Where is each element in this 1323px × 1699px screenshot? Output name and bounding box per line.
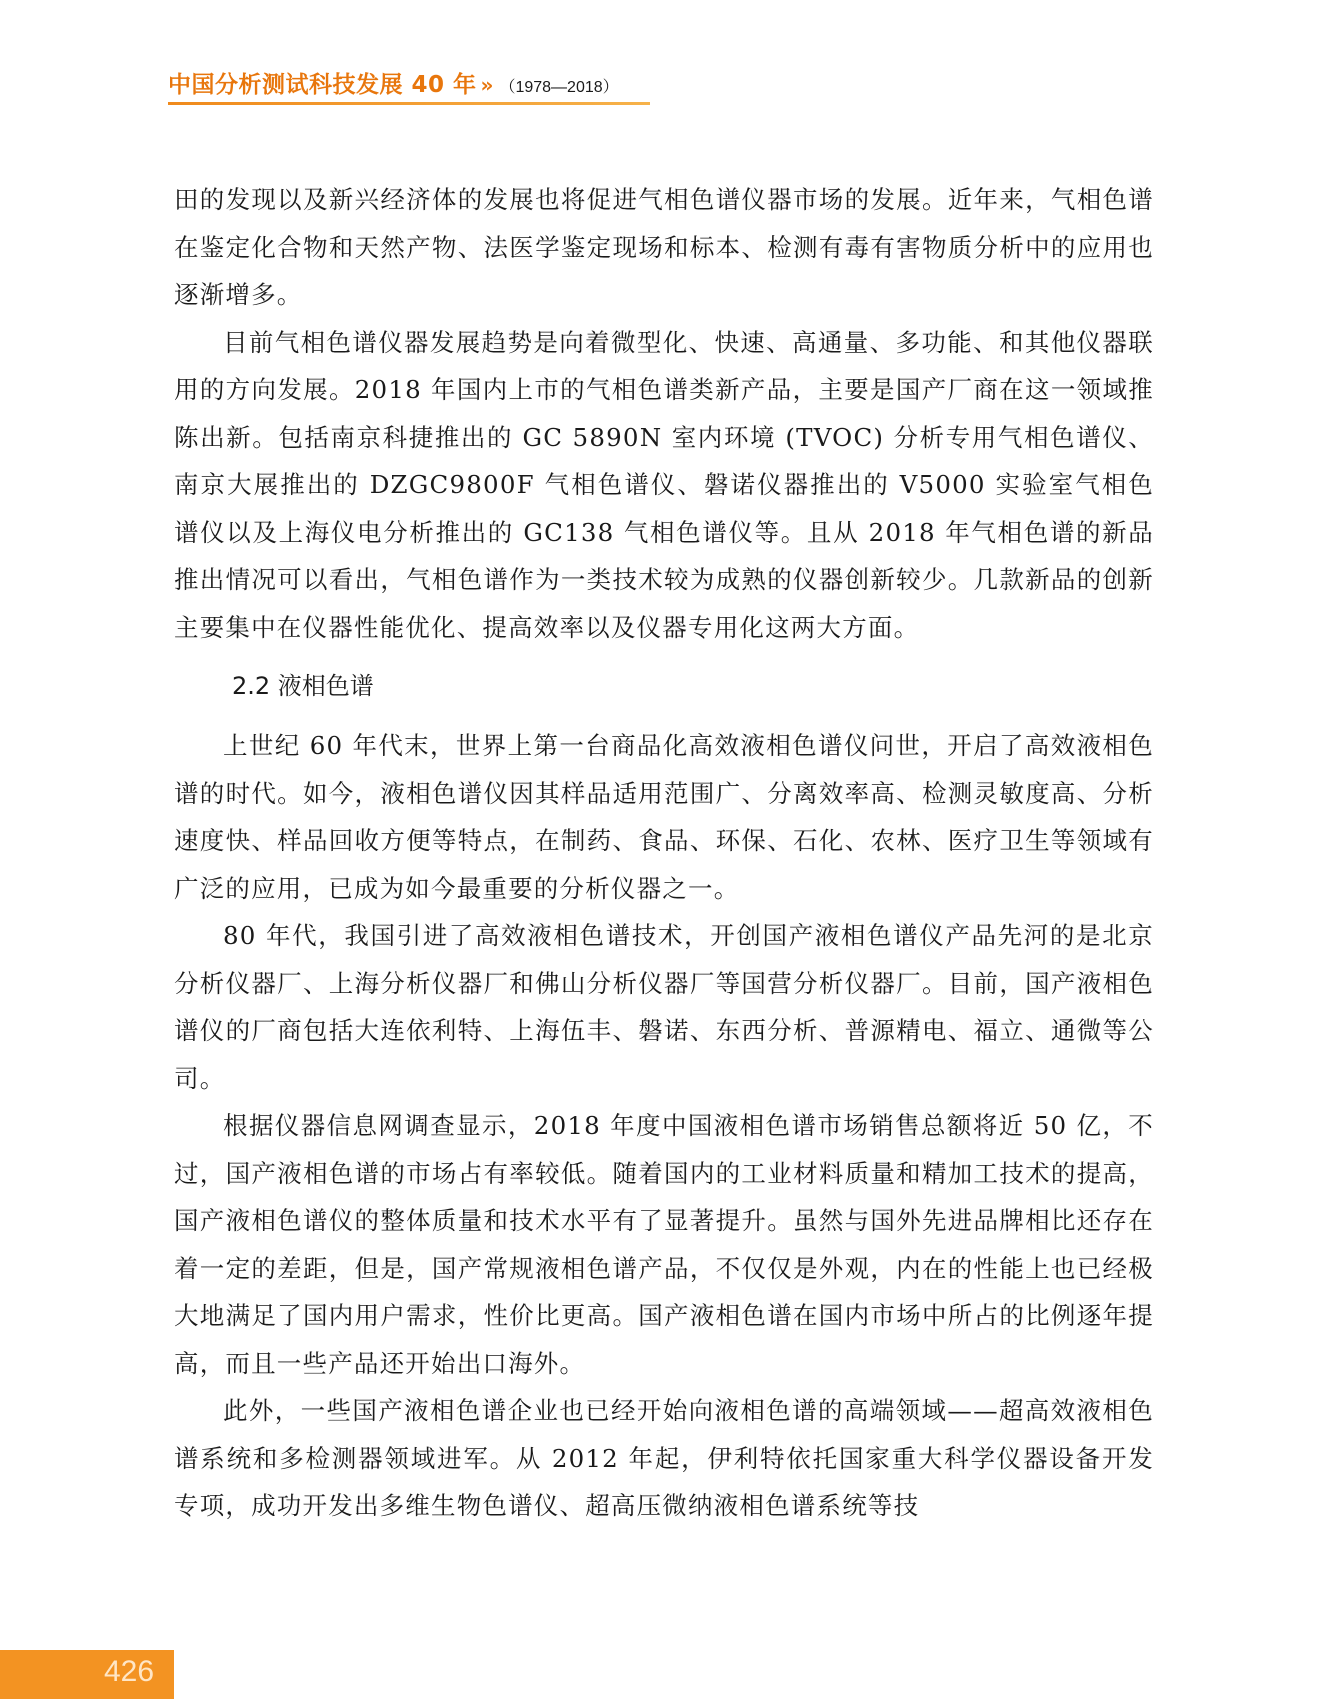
running-header — [168, 66, 619, 106]
double-chevron-icon: » — [480, 73, 494, 97]
paragraph: 80 年代，我国引进了高效液相色谱技术，开创国产液相色谱仪产品先河的是北京分析仪器厂、上海分析仪器厂和佛山分析仪器厂等国营分析仪器厂。目前，国产液相色谱仪的厂商包括大连依利特、上海伍丰、磐诺、东西分析、普源精电、福立、通微等公司。 — [174, 921, 1154, 1093]
page-number: 426 — [104, 1655, 155, 1688]
header-divider — [168, 102, 650, 105]
paragraph: 此外，一些国产液相色谱企业也已经开始向液相色谱的高端领域——超高效液相色谱系统和多检测器领域进军。从 2012 年起，伊利特依托国家重大科学仪器设备开发专项，成功开发出多维生物色谱仪、超高压微纳液相色谱系统等技 — [174, 1396, 1154, 1520]
year-range: （1978—2018） — [499, 79, 619, 96]
paragraph: 上世纪 60 年代末，世界上第一台商品化高效液相色谱仪问世，开启了高效液相色谱的时代。如今，液相色谱仪因其样品适用范围广、分离效率高、检测灵敏度高、分析速度快、样品回收方便等特点，在制药、食品、环保、石化、农林、医疗卫生等领域有广泛的应用，已成为如今最重要的分析仪器之一。 — [174, 731, 1154, 903]
paragraph: 根据仪器信息网调查显示，2018 年度中国液相色谱市场销售总额将近 50 亿，不过，国产液相色谱的市场占有率较低。随着国内的工业材料质量和精加工技术的提高，国产液相色谱仪的整体质量和技术水平有了显著提升。虽然与国外先进品牌相比还存在着一定的差距，但是，国产常规液相色谱产品，不仅仅是外观，内在的性能上也已经极大地满足了国内用户需求，性价比更高。国产液相色谱在国内市场中所占的比例逐年提高，而且一些产品还开始出口海外。 — [174, 1111, 1154, 1378]
paragraph: 目前气相色谱仪器发展趋势是向着微型化、快速、高通量、多功能、和其他仪器联用的方向发展。2018 年国内上市的气相色谱类新产品，主要是国产厂商在这一领域推陈出新。包括南京科捷推出的 GC 5890N 室内环境 (TVOC) 分析专用气相色谱仪、南京大展推出的 DZGC9800F 气相色谱仪、磐诺仪器推出的 V5000 实验室气相色谱仪以及上海仪电分析推出的 GC138 气相色谱仪等。且从 2018 年气相色谱的新品推出情况可以看出，气相色谱作为一类技术较为成熟的仪器创新较少。几款新品的创新主要集中在仪器性能优化、提高效率以及仪器专用化这两大方面。 — [174, 327, 1154, 642]
body-text — [174, 176, 1154, 1530]
book-title: 中国分析测试科技发展 40 年 — [168, 72, 477, 98]
section-heading: 2.2 液相色谱 — [232, 672, 374, 700]
paragraph-continued: 田的发现以及新兴经济体的发展也将促进气相色谱仪器市场的发展。近年来，气相色谱在鉴定化合物和天然产物、法医学鉴定现场和标本、检测有毒有害物质分析中的应用也逐渐增多。 — [174, 185, 1154, 309]
